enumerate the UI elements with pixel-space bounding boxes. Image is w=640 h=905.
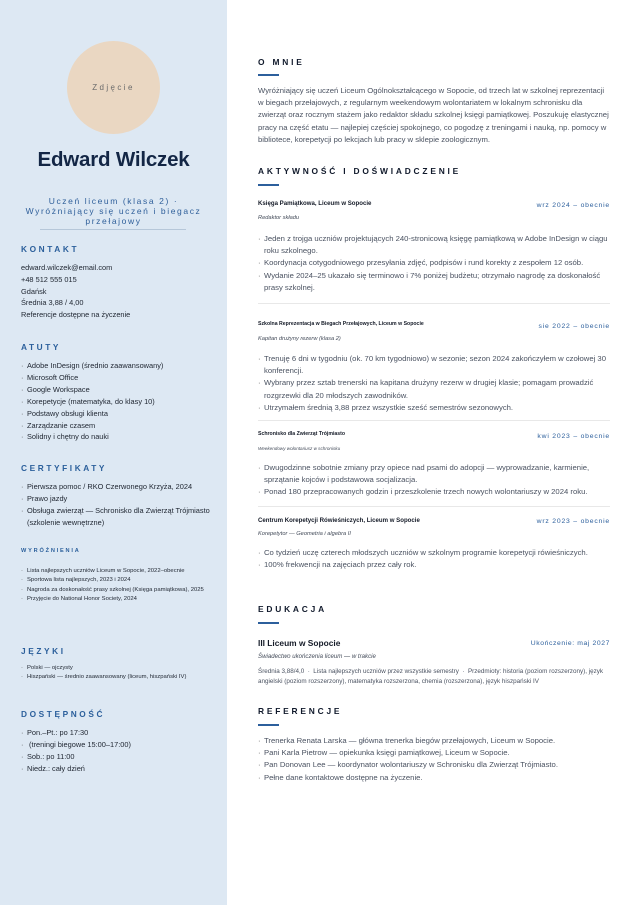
job-date: sie 2022 – obecnie	[538, 323, 610, 330]
list-item: · 100% frekwencji na zajęciach przez cały rok.	[258, 559, 610, 571]
list-item: · Zarządzanie czasem	[21, 420, 213, 432]
list-item: · Nagroda za doskonałość prasy szkolnej (Księga pamiątkowa), 2025	[21, 586, 213, 595]
list-item: · (treningi biegowe 15:00–17:00)	[21, 739, 213, 751]
job-date: kwi 2023 – obecnie	[537, 433, 610, 440]
list-item: · Dwugodzinne sobotnie zmiany przy opiece nad psami do adopcji — wyprowadzanie, karmienie, sprzątanie kojców i podstawowa socjalizacja.	[258, 462, 610, 486]
job-title: Szkolna Reprezentacja w Biegach Przełajowych, Liceum w Sopocie	[258, 321, 424, 327]
job-title: Centrum Korepetycji Rówieśniczych, Liceum w Sopocie	[258, 517, 420, 524]
photo-placeholder	[67, 41, 160, 134]
awards-heading: WYRÓŻNIENIA	[21, 548, 81, 554]
photo-label: Zdjęcie	[92, 83, 135, 92]
about-rule	[258, 74, 279, 76]
education-date: Ukończenie: maj 2027	[530, 640, 610, 647]
list-item: · Pon.–Pt.: po 17:30	[21, 727, 213, 739]
education-degree: Świadectwo ukończenia liceum — w trakcie	[258, 653, 376, 660]
references-rule	[258, 724, 279, 726]
list-item: · Ponad 180 przepracowanych godzin i przeszkolenie trzech nowych wolontariuszy w 2024 roku.	[258, 486, 610, 498]
job-bullets	[258, 462, 610, 499]
job-bullets	[258, 547, 610, 571]
references-list	[258, 735, 610, 784]
sidebar	[0, 0, 227, 905]
job-role: Weekendowy wolontariusz w schronisku	[258, 446, 341, 451]
list-item: · Hiszpański — średnio zaawansowany (liceum, hiszpański IV)	[21, 673, 213, 682]
references-heading: REFERENCJE	[258, 706, 343, 716]
list-item: · Obsługa zwierząt — Schronisko dla Zwierząt Trójmiasto (szkolenie wewnętrzne)	[21, 505, 213, 529]
list-item: · Trenerka Renata Larska — główna trenerka biegów przełajowych, Liceum w Sopocie.	[258, 735, 610, 747]
job-bullets	[258, 353, 610, 414]
education-heading: EDUKACJA	[258, 604, 327, 614]
list-item: · Sob.: po 11:00	[21, 751, 213, 763]
job-title: Schronisko dla Zwierząt Trójmiasto	[258, 431, 346, 437]
experience-rule	[258, 184, 279, 186]
list-item: · Sportowa lista najlepszych, 2023 i 2024	[21, 576, 213, 585]
list-item: · Prawo jazdy	[21, 493, 213, 505]
contact-phone[interactable]: +48 512 555 015	[21, 274, 77, 284]
list-item: · Jeden z trojga uczniów projektujących 240-stronicową księgę pamiątkową w Adobe InDesign w ciągu roku szkolnego.	[258, 233, 610, 257]
availability-heading: DOSTĘPNOŚĆ	[21, 709, 106, 719]
skills-list	[21, 360, 213, 443]
list-item: · Pan Donovan Lee — koordynator wolontariuszy w Schronisku dla Zwierząt Trójmiasto.	[258, 759, 610, 771]
list-item: · Microsoft Office	[21, 372, 213, 384]
awards-list	[21, 567, 213, 605]
candidate-name: Edward Wilczek	[37, 148, 190, 171]
education-school: III Liceum w Sopocie	[258, 638, 341, 648]
job-divider	[258, 303, 610, 304]
list-item: · Pani Karla Pietrow — opiekunka księgi pamiątkowej, Liceum w Sopocie.	[258, 747, 610, 759]
list-item: · Google Workspace	[21, 384, 213, 396]
job-bullets	[258, 233, 610, 294]
list-item: · Przyjęcie do National Honor Society, 2024	[21, 595, 213, 604]
job-date: wrz 2023 – obecnie	[536, 518, 610, 525]
contact-city: Gdańsk	[21, 286, 47, 296]
languages-heading: JĘZYKI	[21, 646, 66, 656]
skills-heading: ATUTY	[21, 342, 62, 352]
job-role: Korepetytor — Geometria i algebra II	[258, 531, 351, 537]
list-item: · Trenuję 6 dni w tygodniu (ok. 70 km tygodniowo) w sezonie; sezon 2024 zakończyłem w czołowej 30 konferencji.	[258, 353, 610, 377]
list-item: · Wybrany przez sztab trenerski na kapitana drużyny rezerw w drugiej klasie; pomagam prowadzić rozgrzewki dla 20 młodszych zawodników.	[258, 377, 610, 401]
education-notes: Średnia 3,88/4,0 · Lista najlepszych uczniów przez wszystkie semestry · Przedmioty: historia (poziom rozszerzony), język angielski (poziom rozszerzony), matematyka rozszerzona, chemia (rozszerzona), język hiszpański IV	[258, 668, 605, 685]
certs-heading: CERTYFIKATY	[21, 463, 108, 473]
experience-heading: AKTYWNOŚĆ I DOŚWIADCZENIE	[258, 166, 462, 176]
contact-references: Referencje dostępne na życzenie	[21, 310, 131, 320]
about-text: Wyróżniający się uczeń Liceum Ogólnokształcącego w Sopocie, od trzech lat w szkolnej reprezentacji w biegach przełajowych, z regularnym weekendowym wolontariatem w lokalnym schronisku dla zwierząt oraz rocznym stażem jako redaktor składu szkolnej księgi pamiątkowej. Poszukuję elastycznej pracy na część etatu — najlepiej częściej spokojnego, co pogodzę z treningami i nauką, np. pomocy w bibliotece, korepetycji po lekcjach lub pracy w sklepie zoologicznym.	[258, 86, 609, 144]
contact-email[interactable]: edward.wilczek@email.com	[21, 263, 113, 272]
contact-list	[21, 262, 213, 321]
candidate-subtitle: Uczeń liceum (klasa 2) · Wyróżniający się uczeń i biegacz przełajowy	[25, 196, 202, 227]
availability-list	[21, 727, 213, 775]
list-item: · Pierwsza pomoc / RKO Czerwonego Krzyża, 2024	[21, 481, 213, 493]
education-rule	[258, 622, 279, 624]
list-item: · Co tydzień uczę czterech młodszych uczniów w szkolnym programie korepetycji rówieśniczych.	[258, 547, 610, 559]
job-divider	[258, 506, 610, 507]
job-date: wrz 2024 – obecnie	[536, 202, 610, 209]
list-item: · Koordynacja cotygodniowego przesyłania zdjęć, podpisów i rund korekty z zespołem 12 osób.	[258, 257, 610, 269]
list-item: · Korepetycje (matematyka, do klasy 10)	[21, 396, 213, 408]
job-title: Księga Pamiątkowa, Liceum w Sopocie	[258, 200, 372, 207]
list-item: · Polski — ojczysty	[21, 664, 213, 673]
contact-gpa: Średnia 3,88 / 4,00	[21, 298, 84, 308]
list-item: · Lista najlepszych uczniów Liceum w Sopocie, 2022–obecnie	[21, 567, 213, 576]
list-item: · Pełne dane kontaktowe dostępne na życzenie.	[258, 772, 610, 784]
list-item: · Wydanie 2024–25 ukazało się terminowo i 7% poniżej budżetu; otrzymało nagrodę za doskonałość prasy szkolnej.	[258, 270, 610, 294]
list-item: · Niedz.: cały dzień	[21, 763, 213, 775]
job-divider	[258, 420, 610, 421]
languages-list	[21, 664, 213, 683]
list-item: · Adobe InDesign (średnio zaawansowany)	[21, 360, 213, 372]
job-role: Redaktor składu	[258, 215, 300, 221]
certs-list	[21, 481, 213, 529]
about-heading: O MNIE	[258, 57, 305, 67]
job-role: Kapitan drużyny rezerw (klasa 2)	[258, 336, 341, 342]
list-item: · Podstawy obsługi klienta	[21, 408, 213, 420]
list-item: · Solidny i chętny do nauki	[21, 431, 213, 443]
subtitle-divider	[40, 229, 186, 230]
contact-heading: KONTAKT	[21, 244, 80, 254]
list-item: · Utrzymałem średnią 3,88 przez wszystkie sześć semestrów sezonowych.	[258, 402, 610, 414]
